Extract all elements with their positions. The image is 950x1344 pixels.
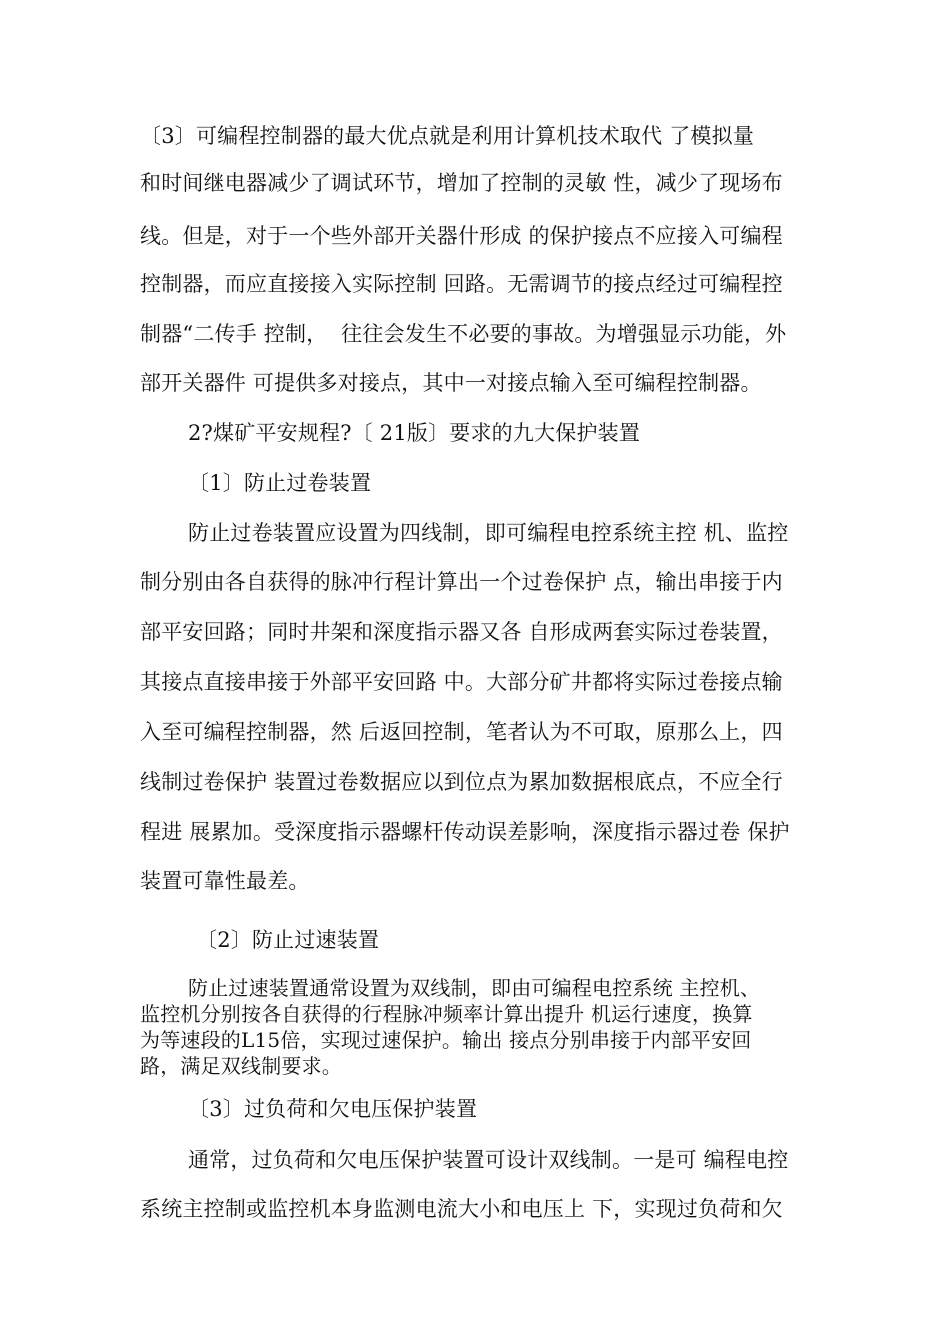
text-line: 路，满足双线制要求。 — [140, 1054, 342, 1078]
subsection-heading: 〔1〕防止过卷装置 — [188, 471, 372, 495]
text-line: 控制器，而应直接接入实际控制 回路。无需调节的接点经过可编程控 — [140, 272, 783, 296]
text-line: 防止过速装置通常设置为双线制，即由可编程电控系统 主控机、 — [188, 976, 761, 1000]
text-line: 线。但是，对于一个些外部开关器什形成 的保护接点不应接入可编程 — [140, 224, 783, 248]
text-line: 制分别由各自获得的脉冲行程计算出一个过卷保护 点，输出串接于内 — [140, 570, 783, 594]
text-line: 防止过卷装置应设置为四线制，即可编程电控系统主控 机、监控 — [188, 521, 789, 545]
text-line: 通常，过负荷和欠电压保护装置可设计双线制。一是可 编程电控 — [188, 1148, 789, 1172]
text-line: 装置可靠性最差。 — [140, 869, 310, 893]
text-line: 〔3〕可编程控制器的最大优点就是利用计算机技术取代 了模拟量 — [140, 124, 755, 148]
text-line: 监控机分别按各自获得的行程脉冲频率计算出提升 机运行速度，换算 — [140, 1002, 753, 1026]
text-line: 和时间继电器减少了调试环节，增加了控制的灵敏 性，减少了现场布 — [140, 171, 783, 195]
subsection-heading: 〔2〕防止过速装置 — [196, 928, 380, 952]
text-line: 入至可编程控制器，然 后返回控制，笔者认为不可取，原那么上，四 — [140, 720, 783, 744]
text-line: 部平安回路；同时井架和深度指示器又各 自形成两套实际过卷装置， — [140, 620, 783, 644]
subsection-heading: 〔3〕过负荷和欠电压保护装置 — [188, 1097, 478, 1121]
text-line: 部开关器件 可提供多对接点，其中一对接点输入至可编程控制器。 — [140, 371, 762, 395]
text-line: 程进 展累加。受深度指示器螺杆传动误差影响，深度指示器过卷 保护 — [140, 820, 790, 844]
text-line: 其接点直接串接于外部平安回路 中。大部分矿井都将实际过卷接点输 — [140, 670, 783, 694]
section-heading: 2?煤矿平安规程?〔 21版〕要求的九大保护装置 — [188, 421, 641, 445]
text-line: 为等速段的L15倍，实现过速保护。输出 接点分别串接于内部平安回 — [140, 1028, 752, 1052]
text-line: 线制过卷保护 装置过卷数据应以到位点为累加数据根底点，不应全行 — [140, 770, 783, 794]
text-line: 制器“二传手 控制， 往往会发生不必要的事故。为增强显示功能，外 — [140, 322, 787, 346]
text-line: 系统主控制或监控机本身监测电流大小和电压上 下，实现过负荷和欠 — [140, 1197, 783, 1221]
